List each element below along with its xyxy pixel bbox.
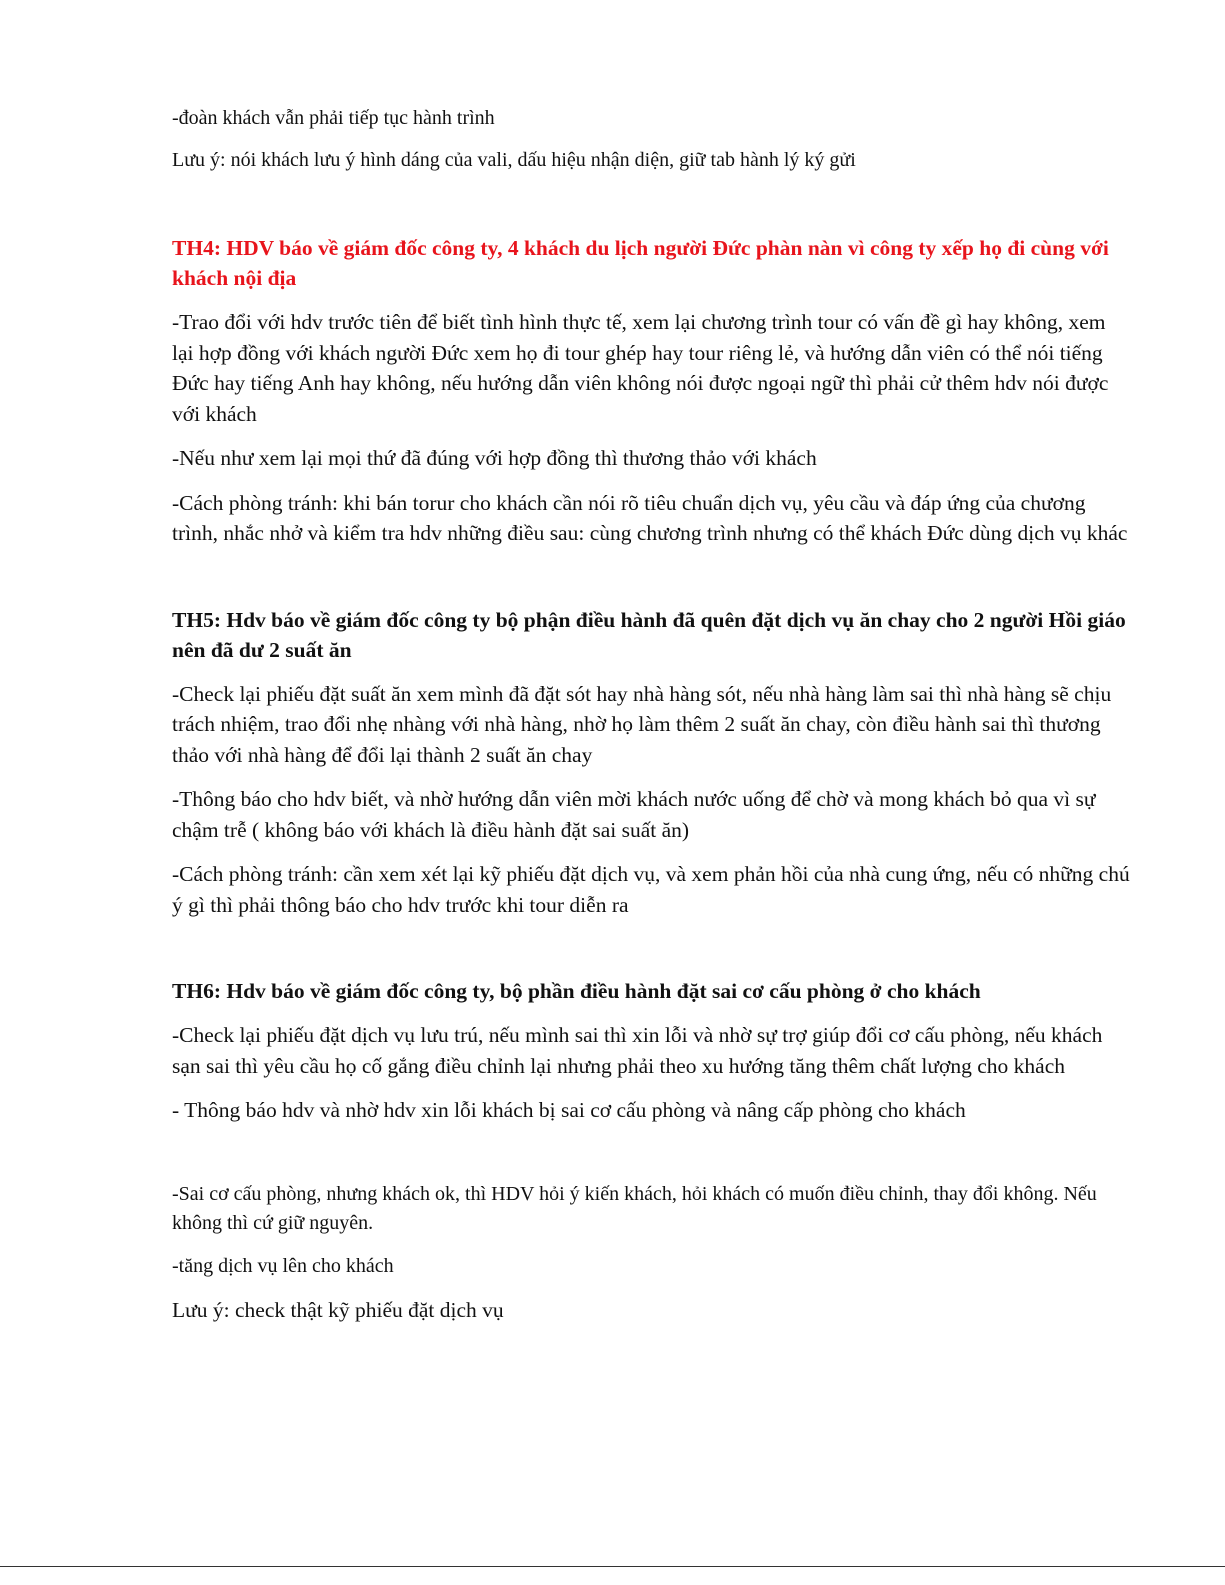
th4-heading: TH4: HDV báo về giám đốc công ty, 4 khách du lịch người Đức phàn nàn vì công ty xếp họ đi cùng với khách nội địa (172, 236, 1109, 290)
th6-paragraph-3: -Sai cơ cấu phòng, nhưng khách ok, thì HDV hỏi ý kiến khách, hỏi khách có muốn điều chỉnh, thay đổi không. Nếu không thì cứ giữ nguyên. (172, 1182, 1097, 1234)
th6-paragraph-1: -Check lại phiếu đặt dịch vụ lưu trú, nếu mình sai thì xin lỗi và nhờ sự trợ giúp đổi cơ cấu phòng, nếu khách sạn sai thì yêu cầu họ cố gắng điều chỉnh lại nhưng phải theo xu hướng tăng thêm chất lượng cho khách (172, 1023, 1103, 1078)
th5-heading: TH5: Hdv báo về giám đốc công ty bộ phận điều hành đã quên đặt dịch vụ ăn chay cho 2 người Hồi giáo nên đã dư 2 suất ăn (172, 607, 1126, 662)
th4-paragraph-2: -Nếu như xem lại mọi thứ đã đúng với hợp đồng thì thương thảo với khách (172, 446, 817, 470)
th6-heading: TH6: Hdv báo về giám đốc công ty, bộ phần điều hành đặt sai cơ cấu phòng ở cho khách (172, 979, 981, 1003)
th5-paragraph-1: -Check lại phiếu đặt suất ăn xem mình đã đặt sót hay nhà hàng sót, nếu nhà hàng làm sai thì nhà hàng sẽ chịu trách nhiệm, trao đổi nhẹ nhàng với nhà hàng, nhờ họ làm thêm 2 suất ăn chay, còn điều hành sai thì thương thảo với nhà hàng để đổi lại thành 2 suất ăn chay (172, 681, 1112, 767)
intro-note: Lưu ý: nói khách lưu ý hình dáng của vali, dấu hiệu nhận diện, giữ tab hành lý ký gửi (172, 149, 856, 171)
th6-paragraph-4: -tăng dịch vụ lên cho khách (172, 1254, 394, 1277)
th4-paragraph-1: -Trao đổi với hdv trước tiên để biết tình hình thực tế, xem lại chương trình tour có vấn đề gì hay không, xem lại hợp đồng với khách người Đức xem họ đi tour ghép hay tour riêng lẻ, và hướng dẫn viên có thể nói tiếng Đức hay tiếng Anh hay không, nếu hướng dẫn viên không nói được ngoại ngữ thì phải cử thêm hdv nói được với khách (172, 310, 1109, 426)
page-bottom-divider (0, 1566, 1225, 1567)
th5-paragraph-2: -Thông báo cho hdv biết, và nhờ hướng dẫn viên mời khách nước uống để chờ và mong khách bỏ qua vì sự chậm trễ ( không báo với khách là điều hành đặt sai suất ăn) (172, 787, 1096, 842)
th6-note: Lưu ý: check thật kỹ phiếu đặt dịch vụ (172, 1297, 504, 1322)
th5-paragraph-3: -Cách phòng tránh: cần xem xét lại kỹ phiếu đặt dịch vụ, và xem phản hồi của nhà cung ứng, nếu có những chú ý gì thì phải thông báo cho hdv trước khi tour diễn ra (172, 862, 1130, 917)
intro-line: -đoàn khách vẫn phải tiếp tục hành trình (172, 107, 495, 129)
th4-paragraph-3: -Cách phòng tránh: khi bán torur cho khách cần nói rõ tiêu chuẩn dịch vụ, yêu cầu và đáp ứng của chương trình, nhắc nhở và kiểm tra hdv những điều sau: cùng chương trình nhưng có thể khách Đức dùng dịch vụ khác (172, 490, 1128, 545)
th6-paragraph-2: - Thông báo hdv và nhờ hdv xin lỗi khách bị sai cơ cấu phòng và nâng cấp phòng cho khách (172, 1098, 966, 1122)
document-page (172, 104, 1132, 1325)
